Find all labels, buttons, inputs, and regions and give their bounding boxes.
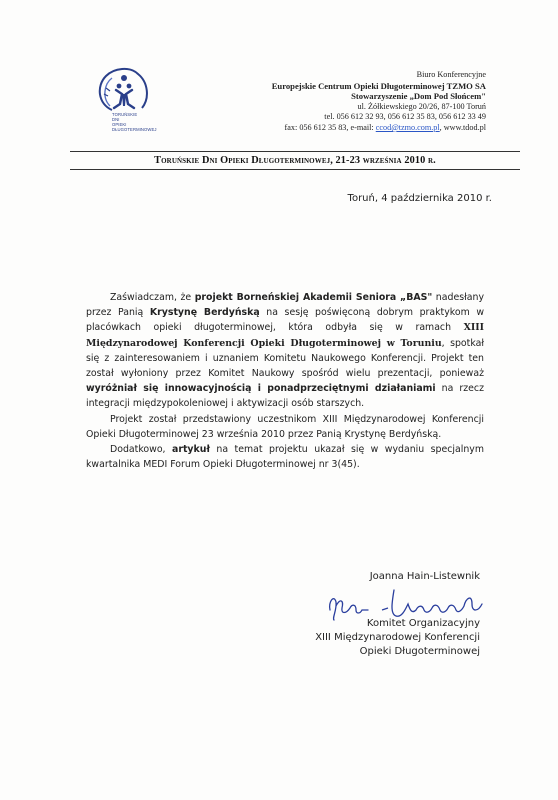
address: ul. Żółkiewskiego 20/26, 87-100 Toruń: [357, 101, 486, 111]
office-name: Biuro Konferencyjne: [416, 70, 486, 79]
divider-top: [70, 151, 520, 152]
phone-numbers: tel. 056 612 32 93, 056 612 35 83, 056 612 33 49: [324, 112, 486, 122]
letter-date: Toruń, 4 października 2010 r.: [347, 193, 492, 204]
paragraph-1: Zaświadczam, że projekt Borneńskiej Akademii Seniora „BAS" nadesłany przez Panią Krystynę Berdyńską na sesję poświęconą dobrym praktykom w placówkach opieki długoterminowej, która odbyła się w ramach XIII Międzynarodowej Konferencji Opieki Długoterminowej w Toruniu, spotkał się z zainteresowaniem i uznaniem Komitetu Naukowego Konferencji. Projekt ten został wyłoniony przez Komitet Naukowy spośród wielu prezentacji, ponieważ wyróżniał się innowacyjnością i ponadprzeciętnymi działaniami na rzecz integracji międzypokoleniowej i aktywizacji osób starszych.: [86, 292, 485, 410]
fax-email-web: fax: 056 612 35 83, e-mail: ccod@tzmo.com.pl, www.tdod.pl: [284, 122, 486, 132]
email-link[interactable]: ccod@tzmo.com.pl: [375, 122, 440, 132]
organization-1: Europejskie Centrum Opieki Długoterminowej TZMO SA: [271, 80, 486, 91]
committee-info: Komitet Organizacyjny XIII Międzynarodowej Konferencji Opieki Długoterminowej: [315, 618, 480, 657]
organization-2: Stowarzyszenie „Dom Pod Słońcem": [351, 91, 486, 102]
letterhead-contact: [156, 70, 486, 134]
divider-bottom: [70, 169, 520, 170]
paragraph-3: Dodatkowo, artykuł na temat projektu ukazał się w wydaniu specjalnym kwartalnika MEDI Forum Opieki Długoterminowej nr 3(45).: [86, 444, 484, 471]
paragraph-2: Projekt został przedstawiony uczestnikom XIII Międzynarodowej Konferencji Opieki Długoterminowej 23 września 2010 przez Panią Krystynę Berdyńską.: [86, 413, 484, 440]
letter-body: [86, 290, 484, 472]
logo-text: TORUŃSKIE DNI OPIEKI DŁUGOTERMINOWEJ: [112, 112, 157, 132]
signatory-name: Joanna Hain-Listewnik: [369, 571, 480, 582]
conference-title: Toruńskie Dni Opieki Długoterminowej, 21-23 września 2010 r.: [154, 155, 436, 166]
